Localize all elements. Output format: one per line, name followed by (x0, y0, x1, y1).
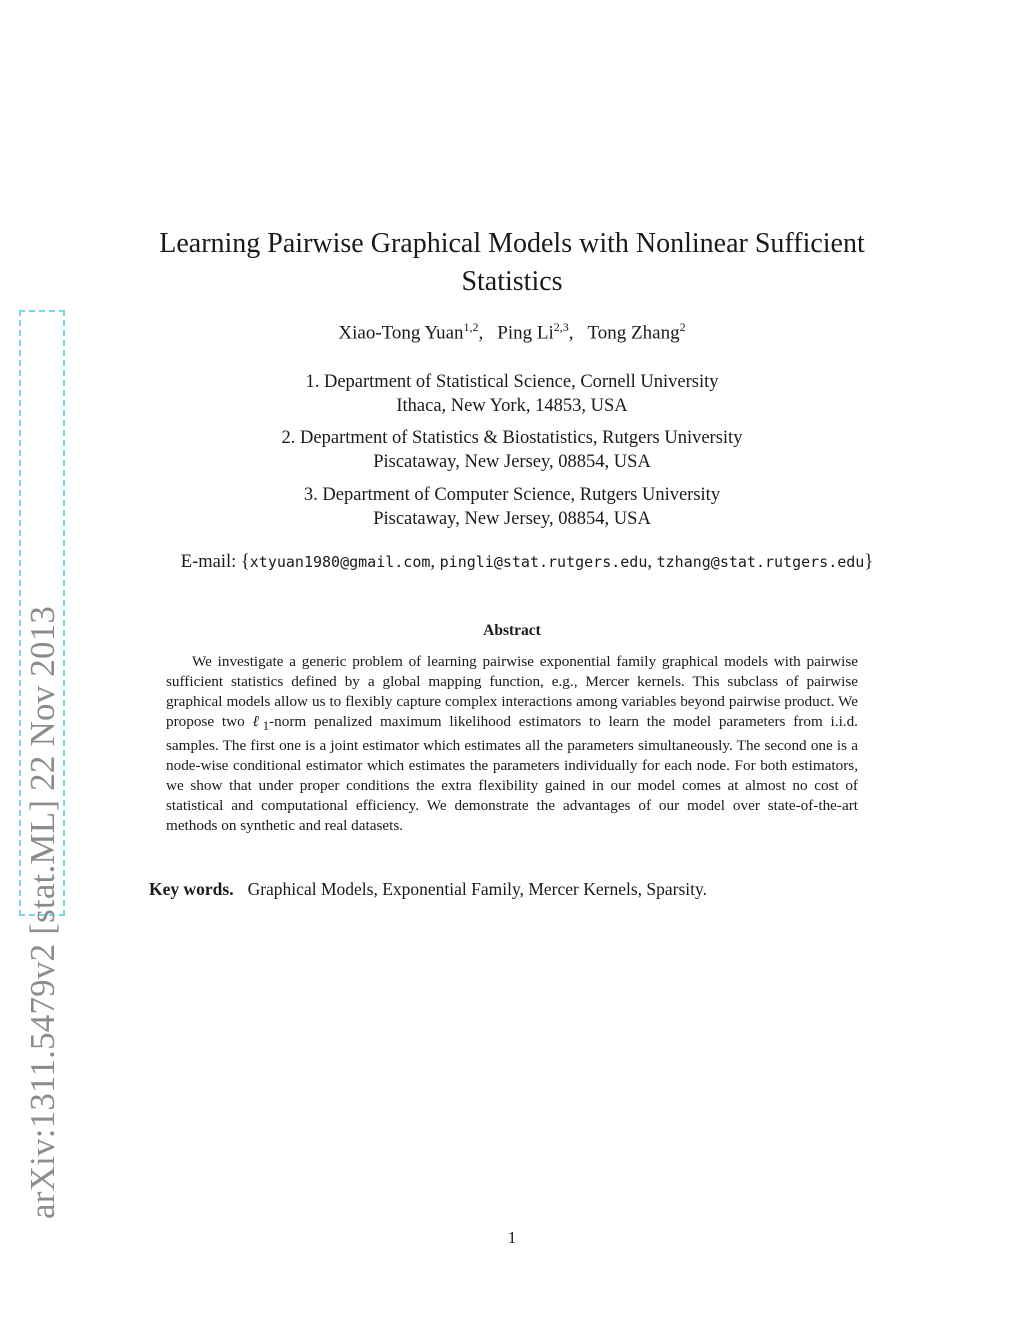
affiliation-department: 1. Department of Statistical Science, Cornell University (305, 372, 719, 392)
affiliation-address: Ithaca, New York, 14853, USA (396, 396, 628, 416)
author-affiliation-mark: 2 (679, 320, 686, 334)
abstract-heading: Abstract (483, 622, 541, 639)
keywords-text: Graphical Models, Exponential Family, Mercer Kernels, Sparsity. (247, 879, 707, 899)
affiliation-address: Piscataway, New Jersey, 08854, USA (373, 509, 651, 529)
abstract-text-part: -norm penalized maximum likelihood estimators to learn the model parameters from i.i.d. samples. The first one is a joint estimator which estimates all the parameters simultaneously. The second one is a node-wise conditional estimator which estimates the parameters individually for each node. For both estimators, we show that under proper conditions the extra flexibility gained in our model comes at almost no cost of statistical and computational efficiency. We demonstrate the advantages of our model over state-of-the-art methods on synthetic and real datasets. (166, 713, 858, 835)
abstract-text (166, 652, 858, 836)
keywords-line (149, 879, 909, 900)
affiliation-department: 3. Department of Computer Science, Rutgers University (303, 485, 721, 505)
affiliation-block (0, 426, 1024, 474)
author-name: Tong Zhang (587, 322, 680, 344)
affiliation-address: Piscataway, New Jersey, 08854, USA (373, 452, 651, 472)
arxiv-identifier[interactable]: arXiv:1311.5479v2 [stat.ML] 22 Nov 2013 (23, 605, 62, 1219)
email-address[interactable]: tzhang@stat.rutgers.edu (656, 553, 865, 571)
author-affiliation-mark: 2,3 (553, 320, 569, 334)
ell-subscript: 1 (262, 719, 270, 734)
author-name: Xiao-Tong Yuan (338, 322, 464, 344)
affiliation-block (0, 483, 1024, 531)
author-list: Xiao-Tong Yuan$^{1,2}$, Ping Li$^{2,3}$, Tong Zhang$^2$ (338, 320, 686, 344)
author-name: Ping Li (497, 322, 554, 344)
ell-symbol: ℓ (252, 713, 263, 730)
author-affiliation-mark: 1,2 (463, 320, 479, 334)
email-address[interactable]: pingli@stat.rutgers.edu (439, 553, 648, 571)
affiliation-block (0, 370, 1024, 418)
affiliation-department: 2. Department of Statistics & Biostatistics, Rutgers University (281, 428, 743, 448)
page-number: 1 (507, 1228, 517, 1247)
keywords-label: Key words. (149, 879, 234, 899)
email-label: E-mail: (180, 552, 237, 572)
email-address[interactable]: xtyuan1980@gmail.com (249, 553, 431, 571)
email-line: E-mail: {xtyuan1980@gmail.com, pingli@stat.rutgers.edu, tzhang@stat.rutgers.edu} (180, 552, 874, 572)
paper-title: Learning Pairwise Graphical Models with Nonlinear Sufficient Statistics (159, 228, 865, 297)
abstract-text-part: We investigate a generic problem of learning pairwise exponential family graphical models with pairwise sufficient statistics defined by a global mapping function, e.g., Mercer kernels. This subclass of pairwise graphical models allow us to flexibly capture complex interactions among variables beyond pairwise product. We propose two (166, 653, 858, 730)
